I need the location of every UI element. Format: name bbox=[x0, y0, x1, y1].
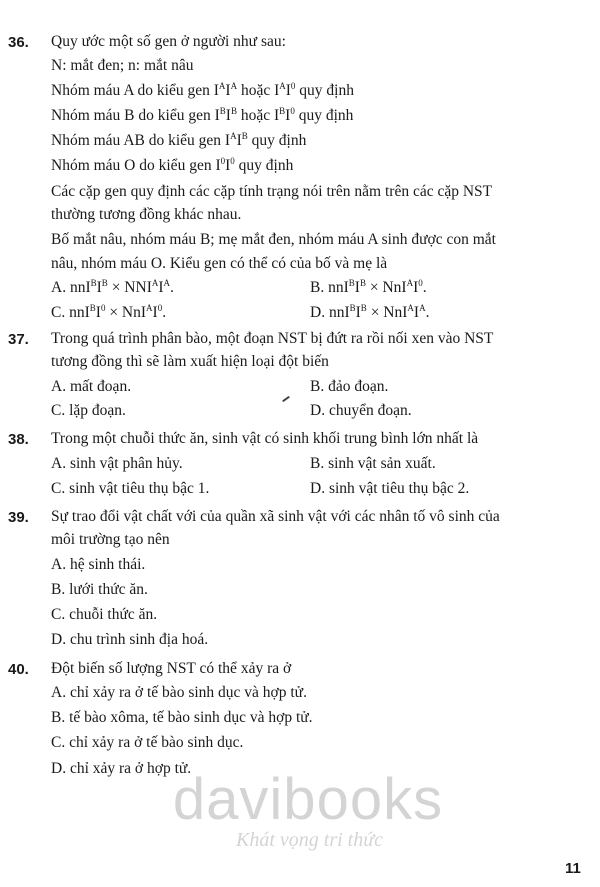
page-number: 11 bbox=[565, 860, 581, 877]
question-39-option-a: A. hệ sinh thái. bbox=[51, 556, 146, 573]
question-37-option-c: C. lặp đoạn. bbox=[51, 402, 126, 419]
question-36-line-8: thường tương đồng khác nhau. bbox=[51, 206, 242, 223]
question-number: 38. bbox=[8, 431, 29, 448]
question-39-line-2: môi trường tạo nên bbox=[51, 531, 170, 548]
question-36-line-9: Bố mắt nâu, nhóm máu B; mẹ mắt đen, nhóm máu A sinh được con mắt bbox=[51, 231, 496, 248]
question-39-option-c: C. chuỗi thức ăn. bbox=[51, 606, 158, 623]
question-38-option-b: B. sinh vật sản xuất. bbox=[310, 455, 436, 472]
watermark-logo: davibooks bbox=[172, 767, 444, 832]
question-38-option-c: C. sinh vật tiêu thụ bậc 1. bbox=[51, 480, 210, 497]
question-37-option-b: B. đảo đoạn. bbox=[310, 378, 389, 395]
question-38-option-d: D. sinh vật tiêu thụ bậc 2. bbox=[310, 480, 470, 497]
question-40-option-b: B. tế bào xôma, tế bào sinh dục và hợp tử. bbox=[51, 709, 313, 726]
stray-pen-mark bbox=[282, 396, 290, 402]
question-36-line-3: Nhóm máu A do kiểu gen $I^AI^A$ hoặc $I^AI^0$ quy định bbox=[51, 81, 354, 99]
question-number: 36. bbox=[8, 34, 29, 51]
question-36-line-1: Quy ước một số gen ở người như sau: bbox=[51, 33, 286, 50]
question-39-option-d: D. chu trình sinh địa hoá. bbox=[51, 631, 209, 648]
question-36-line-5: Nhóm máu AB do kiểu gen $I^AI^B$ quy định bbox=[51, 131, 307, 149]
question-39-line-1: Sự trao đổi vật chất với của quần xã sinh vật với các nhân tố vô sinh của bbox=[51, 508, 500, 525]
question-37-line-2: tương đồng thì sẽ làm xuất hiện loại đột biến bbox=[51, 353, 329, 370]
question-36-option-c: C. $nnI^BI^0 \times NnI^AI^0$. bbox=[51, 303, 167, 321]
question-36-line-10: nâu, nhóm máu O. Kiểu gen có thể có của bố và mẹ là bbox=[51, 255, 388, 272]
question-36-option-d: D. $nnI^BI^B \times NnI^AI^A$. bbox=[310, 303, 430, 321]
question-number: 39. bbox=[8, 509, 29, 526]
question-38-option-a: A. sinh vật phân hủy. bbox=[51, 455, 183, 472]
question-38-line-1: Trong một chuỗi thức ăn, sinh vật có sinh khối trung bình lớn nhất là bbox=[51, 430, 479, 447]
question-39-option-b: B. lưới thức ăn. bbox=[51, 581, 148, 598]
question-40-option-d: D. chỉ xảy ra ở hợp tử. bbox=[51, 760, 192, 777]
watermark-tagline: Khát vọng tri thức bbox=[236, 829, 384, 851]
question-36-line-6: Nhóm máu O do kiểu gen $I^0I^0$ quy định bbox=[51, 156, 294, 174]
question-37-option-a: A. mất đoạn. bbox=[51, 378, 132, 395]
question-37-option-d: D. chuyển đoạn. bbox=[310, 402, 412, 419]
question-40-option-a: A. chỉ xảy ra ở tế bào sinh dục và hợp tử. bbox=[51, 684, 307, 701]
question-36-line-4: Nhóm máu B do kiểu gen $I^BI^B$ hoặc $I^BI^0$ quy định bbox=[51, 106, 354, 124]
question-36-line-2: N: mắt đen; n: mắt nâu bbox=[51, 57, 194, 74]
question-40-option-c: C. chỉ xảy ra ở tế bào sinh dục. bbox=[51, 734, 244, 751]
question-number: 40. bbox=[8, 661, 29, 678]
question-36-option-b: B. $nnI^BI^B \times NnI^AI^0$. bbox=[310, 278, 427, 296]
question-36-option-a: A. $nnI^BI^B \times NNI^AI^A$. bbox=[51, 278, 174, 296]
question-36-line-7: Các cặp gen quy định các cặp tính trạng nói trên nằm trên các cặp NST bbox=[51, 183, 493, 200]
question-37-line-1: Trong quá trình phân bào, một đoạn NST bị đứt ra rồi nối xen vào NST bbox=[51, 330, 494, 347]
question-40-line-1: Đột biến số lượng NST có thể xảy ra ở bbox=[51, 660, 292, 677]
question-number: 37. bbox=[8, 331, 29, 348]
